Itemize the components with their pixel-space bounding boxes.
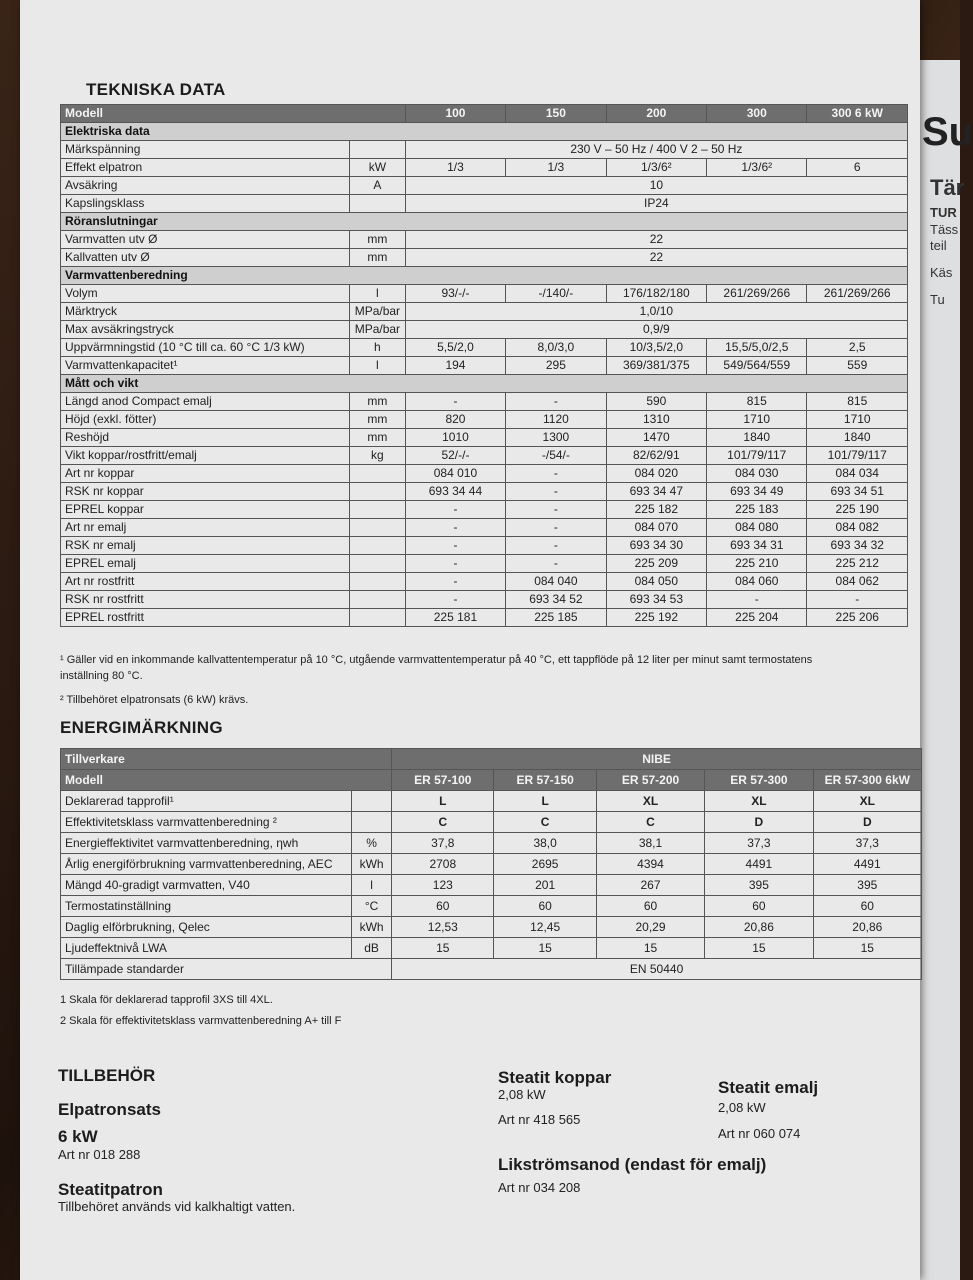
table-row: [61, 285, 908, 303]
value-cell: 084 040: [506, 573, 606, 591]
manufacturer-label: Tillverkare: [61, 749, 392, 770]
value-cell: 084 070: [606, 519, 706, 537]
value-cell: -/54/-: [506, 447, 606, 465]
value-cell: 1840: [807, 429, 908, 447]
value-cell: 084 062: [807, 573, 908, 591]
value-cell: 60: [596, 896, 704, 917]
row-unit: l: [350, 285, 406, 303]
value-cell: 693 34 49: [707, 483, 807, 501]
table-row: [61, 917, 922, 938]
steatit-emalj-power: 2,08 kW: [718, 1100, 766, 1115]
table-row: [61, 537, 908, 555]
value-cell: 084 082: [807, 519, 908, 537]
next-page-title: Su: [922, 110, 973, 154]
value-cell: -: [707, 591, 807, 609]
value-cell: -: [506, 483, 606, 501]
row-label: EPREL rostfritt: [61, 609, 350, 627]
value-cell: -: [506, 393, 606, 411]
row-label: Art nr rostfritt: [61, 573, 350, 591]
value-cell: 20,86: [813, 917, 921, 938]
standards-value: EN 50440: [392, 959, 922, 980]
row-unit: [350, 483, 406, 501]
value-cell: 60: [813, 896, 921, 917]
value-cell: 395: [705, 875, 813, 896]
model-header-cell: 300: [707, 105, 807, 123]
row-unit: dB: [352, 938, 392, 959]
value-cell: 4394: [596, 854, 704, 875]
table-row: [61, 609, 908, 627]
row-label: Kapslingsklass: [61, 195, 350, 213]
value-cell: 815: [807, 393, 908, 411]
row-unit: MPa/bar: [350, 303, 406, 321]
row-unit: [350, 609, 406, 627]
value-cell: 225 206: [807, 609, 908, 627]
row-unit: [350, 555, 406, 573]
merged-value-cell: 22: [405, 249, 907, 267]
value-cell: 225 190: [807, 501, 908, 519]
elpatronsats-name: Elpatronsats: [58, 1100, 161, 1119]
value-cell: 084 050: [606, 573, 706, 591]
table-row: [61, 875, 922, 896]
next-page-line: Käs: [930, 265, 953, 280]
value-cell: 549/564/559: [707, 357, 807, 375]
value-cell: 15: [392, 938, 494, 959]
value-cell: 1/3: [405, 159, 505, 177]
table-row: [61, 573, 908, 591]
value-cell: -: [405, 501, 505, 519]
row-unit: h: [350, 339, 406, 357]
value-cell: 93/-/-: [405, 285, 505, 303]
model-header-cell: 100: [405, 105, 505, 123]
value-cell: 1710: [707, 411, 807, 429]
model-header-cell: 150: [506, 105, 606, 123]
table-row: [61, 854, 922, 875]
row-unit: [350, 573, 406, 591]
value-cell: 815: [707, 393, 807, 411]
value-cell: 693 34 52: [506, 591, 606, 609]
value-cell: 15: [494, 938, 596, 959]
model-row: [61, 770, 922, 791]
value-cell: 38,1: [596, 833, 704, 854]
value-cell: 084 080: [707, 519, 807, 537]
value-cell: 60: [494, 896, 596, 917]
next-page-line: Tär: [930, 175, 965, 200]
value-cell: 1/3/6²: [707, 159, 807, 177]
value-cell: 4491: [813, 854, 921, 875]
row-unit: mm: [350, 393, 406, 411]
value-cell: -: [405, 519, 505, 537]
row-unit: [350, 465, 406, 483]
row-unit: [350, 591, 406, 609]
value-cell: 084 010: [405, 465, 505, 483]
elpatronsats-power: 6 kW: [58, 1127, 98, 1146]
row-unit: °C: [352, 896, 392, 917]
model-header-cell: ER 57-200: [596, 770, 704, 791]
row-unit: [350, 519, 406, 537]
value-cell: -: [506, 465, 606, 483]
table-row: [61, 429, 908, 447]
value-cell: 693 34 53: [606, 591, 706, 609]
value-cell: -: [506, 501, 606, 519]
tekniska-data-heading: TEKNISKA DATA: [86, 80, 226, 99]
next-page-line: TUR: [930, 205, 957, 220]
value-cell: 6: [807, 159, 908, 177]
value-cell: 15: [813, 938, 921, 959]
value-cell: 225 210: [707, 555, 807, 573]
table-row: [61, 231, 908, 249]
value-cell: -: [405, 393, 505, 411]
tillbehor-heading: TILLBEHÖR: [58, 1066, 156, 1085]
row-label: Effektivitetsklass varmvattenberedning ²: [61, 812, 352, 833]
steatit-koppar-name: Steatit koppar: [498, 1068, 612, 1087]
row-label: EPREL koppar: [61, 501, 350, 519]
table-row: [61, 591, 908, 609]
row-label: Art nr koppar: [61, 465, 350, 483]
table-row: [61, 141, 908, 159]
value-cell: XL: [813, 791, 921, 812]
value-cell: 559: [807, 357, 908, 375]
value-cell: 1840: [707, 429, 807, 447]
section-label: Elektriska data: [61, 123, 908, 141]
likstromsanod-art: Art nr 034 208: [498, 1180, 581, 1195]
value-cell: 10/3,5/2,0: [606, 339, 706, 357]
merged-value-cell: 10: [405, 177, 907, 195]
value-cell: 084 060: [707, 573, 807, 591]
value-cell: 101/79/117: [807, 447, 908, 465]
section-label: Röranslutningar: [61, 213, 908, 231]
value-cell: 225 183: [707, 501, 807, 519]
value-cell: 5,5/2,0: [405, 339, 505, 357]
model-header-cell: ER 57-100: [392, 770, 494, 791]
value-cell: 82/62/91: [606, 447, 706, 465]
row-unit: kWh: [352, 854, 392, 875]
value-cell: 1310: [606, 411, 706, 429]
row-unit: mm: [350, 429, 406, 447]
section-row: [61, 267, 908, 285]
table-row: [61, 447, 908, 465]
row-unit: MPa/bar: [350, 321, 406, 339]
energimarkning-heading: ENERGIMÄRKNING: [60, 718, 223, 737]
row-unit: kW: [350, 159, 406, 177]
value-cell: 693 34 32: [807, 537, 908, 555]
row-unit: [350, 537, 406, 555]
value-cell: -: [807, 591, 908, 609]
value-cell: 15,5/5,0/2,5: [707, 339, 807, 357]
row-unit: [350, 195, 406, 213]
model-header-cell: 200: [606, 105, 706, 123]
table-row: [61, 159, 908, 177]
steatitpatron-desc: Tillbehöret används vid kalkhaltigt vatten.: [58, 1199, 296, 1214]
value-cell: 693 34 47: [606, 483, 706, 501]
value-cell: 37,3: [705, 833, 813, 854]
value-cell: -: [506, 555, 606, 573]
row-unit: [352, 791, 392, 812]
value-cell: 1300: [506, 429, 606, 447]
value-cell: L: [392, 791, 494, 812]
row-label: EPREL emalj: [61, 555, 350, 573]
table-row: [61, 938, 922, 959]
table-row: [61, 249, 908, 267]
row-label: Daglig elförbrukning, Qelec: [61, 917, 352, 938]
next-page-line: Täss: [930, 222, 959, 237]
value-cell: 123: [392, 875, 494, 896]
steatit-emalj-name: Steatit emalj: [718, 1078, 819, 1097]
value-cell: 12,53: [392, 917, 494, 938]
steatit-koppar-power: 2,08 kW: [498, 1087, 546, 1102]
value-cell: 225 192: [606, 609, 706, 627]
manufacturer-value: NIBE: [392, 749, 922, 770]
row-unit: [352, 812, 392, 833]
value-cell: 37,3: [813, 833, 921, 854]
value-cell: 261/269/266: [707, 285, 807, 303]
next-page-line: teil: [930, 238, 947, 253]
row-label: Vikt koppar/rostfritt/emalj: [61, 447, 350, 465]
tekniska-data-table: [60, 104, 908, 627]
row-label: Max avsäkringstryck: [61, 321, 350, 339]
model-header-cell: ER 57-150: [494, 770, 596, 791]
value-cell: 15: [596, 938, 704, 959]
table-row: [61, 177, 908, 195]
value-cell: 084 030: [707, 465, 807, 483]
model-header-cell: ER 57-300 6kW: [813, 770, 921, 791]
model-header-cell: ER 57-300: [705, 770, 813, 791]
value-cell: 201: [494, 875, 596, 896]
row-label: Termostatinställning: [61, 896, 352, 917]
value-cell: -: [506, 537, 606, 555]
value-cell: 261/269/266: [807, 285, 908, 303]
table-row: [61, 555, 908, 573]
value-cell: 369/381/375: [606, 357, 706, 375]
value-cell: 225 181: [405, 609, 505, 627]
row-label: Märktryck: [61, 303, 350, 321]
value-cell: 1470: [606, 429, 706, 447]
document-page: [20, 0, 920, 1280]
row-label: Reshöjd: [61, 429, 350, 447]
value-cell: 1710: [807, 411, 908, 429]
value-cell: 295: [506, 357, 606, 375]
row-label: Årlig energiförbrukning varmvattenberedning, AEC: [61, 854, 352, 875]
value-cell: 176/182/180: [606, 285, 706, 303]
row-label: Volym: [61, 285, 350, 303]
row-label: Art nr emalj: [61, 519, 350, 537]
value-cell: -: [405, 555, 505, 573]
energi-footnote-2: 2 Skala för effektivitetsklass varmvattenberedning A+ till F: [60, 1015, 342, 1027]
value-cell: -: [405, 591, 505, 609]
value-cell: 20,29: [596, 917, 704, 938]
steatit-koppar-art: Art nr 418 565: [498, 1112, 581, 1127]
value-cell: 12,45: [494, 917, 596, 938]
value-cell: XL: [705, 791, 813, 812]
value-cell: D: [705, 812, 813, 833]
value-cell: 37,8: [392, 833, 494, 854]
row-label: RSK nr emalj: [61, 537, 350, 555]
value-cell: 2,5: [807, 339, 908, 357]
merged-value-cell: IP24: [405, 195, 907, 213]
value-cell: 15: [705, 938, 813, 959]
value-cell: 1/3/6²: [606, 159, 706, 177]
section-row: [61, 213, 908, 231]
row-label: Energieffektivitet varmvattenberedning, ηwh: [61, 833, 352, 854]
table-row: [61, 303, 908, 321]
standards-label: Tillämpade standarder: [61, 959, 392, 980]
table-row: [61, 483, 908, 501]
table-row: [61, 791, 922, 812]
row-unit: kg: [350, 447, 406, 465]
row-unit: [350, 141, 406, 159]
value-cell: -/140/-: [506, 285, 606, 303]
table-row: [61, 321, 908, 339]
row-unit: %: [352, 833, 392, 854]
section-label: Mått och vikt: [61, 375, 908, 393]
model-label: Modell: [61, 105, 406, 123]
energi-footnote-1: 1 Skala för deklarerad tapprofil 3XS till 4XL.: [60, 994, 273, 1006]
value-cell: 395: [813, 875, 921, 896]
model-label: Modell: [61, 770, 392, 791]
table-row: [61, 501, 908, 519]
section-row: [61, 375, 908, 393]
table-row: [61, 195, 908, 213]
value-cell: 1120: [506, 411, 606, 429]
footnote-1-cont: inställning 80 °C.: [60, 670, 143, 682]
standards-row: [61, 959, 922, 980]
value-cell: 2708: [392, 854, 494, 875]
section-label: Varmvattenberedning: [61, 267, 908, 285]
next-page-line: Tu: [930, 292, 945, 307]
manufacturer-row: [61, 749, 922, 770]
value-cell: 1/3: [506, 159, 606, 177]
table-row: [61, 411, 908, 429]
merged-value-cell: 230 V – 50 Hz / 400 V 2 – 50 Hz: [405, 141, 907, 159]
value-cell: 60: [392, 896, 494, 917]
row-unit: mm: [350, 411, 406, 429]
value-cell: -: [405, 537, 505, 555]
value-cell: C: [494, 812, 596, 833]
value-cell: 4491: [705, 854, 813, 875]
row-label: Uppvärmningstid (10 °C till ca. 60 °C 1/3 kW): [61, 339, 350, 357]
footnote-1: ¹ Gäller vid en inkommande kallvattentemperatur på 10 °C, utgående varmvattentemperatur på 40 °C, ett tappflöde på 12 liter per minut samt termostatens: [60, 654, 813, 666]
row-label: Deklarerad tapprofil¹: [61, 791, 352, 812]
value-cell: L: [494, 791, 596, 812]
table-row: [61, 393, 908, 411]
value-cell: 225 209: [606, 555, 706, 573]
value-cell: 225 185: [506, 609, 606, 627]
value-cell: 60: [705, 896, 813, 917]
value-cell: 267: [596, 875, 704, 896]
table-row: [61, 833, 922, 854]
row-unit: l: [350, 357, 406, 375]
row-label: Varmvattenkapacitet¹: [61, 357, 350, 375]
row-label: Höjd (exkl. fötter): [61, 411, 350, 429]
value-cell: C: [596, 812, 704, 833]
table-header-row: [61, 105, 908, 123]
row-unit: kWh: [352, 917, 392, 938]
row-unit: [350, 501, 406, 519]
value-cell: -: [506, 519, 606, 537]
value-cell: 225 204: [707, 609, 807, 627]
row-label: Avsäkring: [61, 177, 350, 195]
table-row: [61, 357, 908, 375]
row-unit: A: [350, 177, 406, 195]
value-cell: 101/79/117: [707, 447, 807, 465]
value-cell: 693 34 51: [807, 483, 908, 501]
table-row: [61, 812, 922, 833]
value-cell: 693 34 44: [405, 483, 505, 501]
steatit-emalj-art: Art nr 060 074: [718, 1126, 801, 1141]
value-cell: 225 182: [606, 501, 706, 519]
row-label: Ljudeffektnivå LWA: [61, 938, 352, 959]
value-cell: 693 34 31: [707, 537, 807, 555]
value-cell: 2695: [494, 854, 596, 875]
value-cell: 084 020: [606, 465, 706, 483]
value-cell: 820: [405, 411, 505, 429]
value-cell: 693 34 30: [606, 537, 706, 555]
merged-value-cell: 0,9/9: [405, 321, 907, 339]
value-cell: 225 212: [807, 555, 908, 573]
value-cell: 20,86: [705, 917, 813, 938]
value-cell: XL: [596, 791, 704, 812]
merged-value-cell: 22: [405, 231, 907, 249]
table-row: [61, 896, 922, 917]
table-row: [61, 339, 908, 357]
value-cell: 1010: [405, 429, 505, 447]
merged-value-cell: 1,0/10: [405, 303, 907, 321]
row-label: RSK nr koppar: [61, 483, 350, 501]
footnote-2: ² Tillbehöret elpatronsats (6 kW) krävs.: [60, 694, 249, 706]
model-header-cell: 300 6 kW: [807, 105, 908, 123]
table-row: [61, 465, 908, 483]
energimarkning-table: [60, 748, 922, 980]
value-cell: 084 034: [807, 465, 908, 483]
value-cell: -: [405, 573, 505, 591]
steatitpatron-name: Steatitpatron: [58, 1180, 163, 1199]
value-cell: 38,0: [494, 833, 596, 854]
value-cell: 52/-/-: [405, 447, 505, 465]
row-unit: mm: [350, 249, 406, 267]
row-label: Effekt elpatron: [61, 159, 350, 177]
elpatronsats-art: Art nr 018 288: [58, 1147, 141, 1162]
row-label: Kallvatten utv Ø: [61, 249, 350, 267]
likstromsanod-name: Likströmsanod (endast för emalj): [498, 1155, 767, 1174]
row-label: Varmvatten utv Ø: [61, 231, 350, 249]
section-row: [61, 123, 908, 141]
value-cell: 8,0/3,0: [506, 339, 606, 357]
row-label: RSK nr rostfritt: [61, 591, 350, 609]
value-cell: D: [813, 812, 921, 833]
table-row: [61, 519, 908, 537]
value-cell: C: [392, 812, 494, 833]
row-label: Mängd 40-gradigt varmvatten, V40: [61, 875, 352, 896]
row-label: Märkspänning: [61, 141, 350, 159]
row-label: Längd anod Compact emalj: [61, 393, 350, 411]
value-cell: 590: [606, 393, 706, 411]
row-unit: mm: [350, 231, 406, 249]
row-unit: l: [352, 875, 392, 896]
value-cell: 194: [405, 357, 505, 375]
